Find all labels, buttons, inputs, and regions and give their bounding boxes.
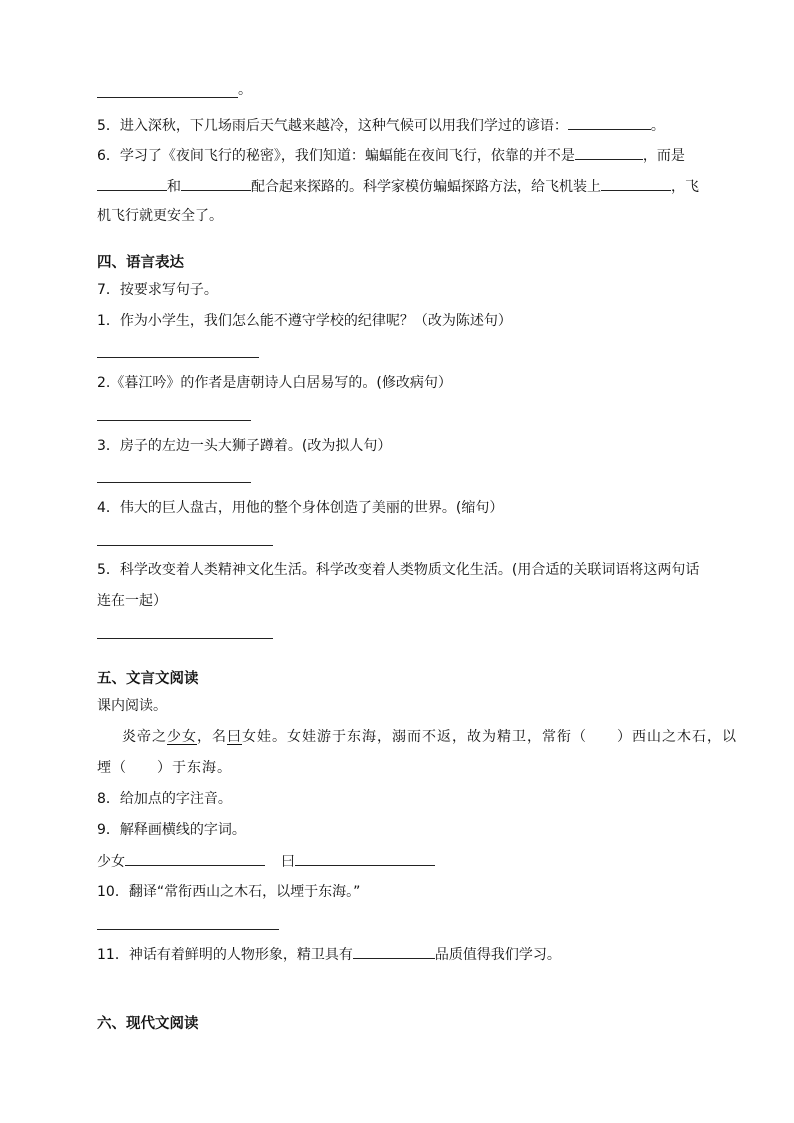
q9-word-2: 曰 — [281, 854, 295, 870]
q7-item-5-cont: 连在一起） — [97, 593, 167, 609]
q9-word-1: 少女 — [97, 854, 125, 870]
q4-tail-period: 。 — [238, 82, 252, 98]
q6-line-2 — [97, 176, 699, 197]
q5-answer-blank[interactable] — [568, 115, 651, 130]
section5-title: 五、文言文阅读 — [97, 671, 199, 687]
q7-item-1: 1．作为小学生，我们怎么能不遵守学校的纪律呢？（改为陈述句） — [97, 313, 512, 329]
q11-text-b: 品质值得我们学习。 — [434, 947, 561, 963]
q6-part4: 配合起来探路的。科学家模仿蝙蝠探路方法，给飞机装上 — [251, 179, 601, 195]
q6-blank-2[interactable] — [97, 176, 167, 191]
q7-prompt: 7．按要求写句子。 — [97, 282, 218, 298]
q8-prompt: 8．给加点的字注音。 — [97, 791, 232, 807]
q7-answer-line-3[interactable] — [97, 482, 251, 483]
q7-item-4: 4．伟大的巨人盘古，用他的整个身体创造了美丽的世界。(缩句） — [97, 500, 504, 516]
passage-seg6: ）于东海。 — [157, 760, 232, 776]
q7-item-3: 3．房子的左边一头大狮子蹲着。(改为拟人句） — [97, 438, 392, 454]
passage-word-yue: 曰 — [227, 729, 242, 745]
q6-line-3: 机飞行就更安全了。 — [97, 208, 223, 224]
q7-answer-line-4[interactable] — [97, 545, 273, 546]
q6-part2: ，而是 — [642, 148, 685, 164]
q5-end: 。 — [650, 118, 665, 134]
q6-part1: 6．学习了《夜间飞行的秘密》，我们知道：蝙蝠能在夜间飞行，依靠的并不是 — [97, 148, 575, 164]
q4-answer-line[interactable] — [97, 97, 238, 98]
q9-answer-blank-1[interactable] — [125, 851, 265, 866]
q9-prompt: 9．解释画横线的字词。 — [97, 822, 246, 838]
q5-text: 5．进入深秋，下几场雨后天气越来越冷，这种气候可以用我们学过的谚语： — [97, 118, 568, 134]
q6-blank-3[interactable] — [181, 176, 251, 191]
passage-seg5: 堙（ — [97, 760, 127, 776]
q9-answers — [97, 851, 435, 872]
q6-blank-4[interactable] — [601, 176, 671, 191]
passage-word-shaonv: 少女 — [167, 729, 197, 745]
section5-intro: 课内阅读。 — [97, 698, 167, 714]
q7-answer-line-1[interactable] — [97, 357, 259, 358]
classical-passage-line-2 — [97, 758, 232, 778]
passage-seg1: 炎帝之 — [122, 729, 167, 745]
classical-passage-line-1 — [122, 727, 737, 747]
q11-text-a: 11．神话有着鲜明的人物形象，精卫具有 — [97, 947, 353, 963]
q5-line — [97, 115, 665, 136]
q7-item-5: 5．科学改变着人类精神文化生活。科学改变着人类物质文化生活。(用合适的关联词语将这两句话 — [97, 562, 700, 578]
q7-answer-line-2[interactable] — [97, 420, 251, 421]
q6-line-1 — [97, 145, 685, 166]
q10-prompt: 10．翻译“常衔西山之木石，以堙于东海。” — [97, 884, 361, 900]
passage-seg4: ）西山之木石，以 — [617, 729, 737, 745]
q11-line — [97, 944, 561, 965]
q11-answer-blank[interactable] — [353, 944, 435, 959]
q10-answer-line[interactable] — [97, 929, 279, 930]
q9-answer-blank-2[interactable] — [295, 851, 435, 866]
q6-part5: ，飞 — [671, 179, 699, 195]
section4-title: 四、语言表达 — [97, 255, 184, 271]
q6-part3: 和 — [167, 179, 181, 195]
q6-blank-1[interactable] — [575, 145, 643, 160]
q7-answer-line-5[interactable] — [97, 638, 273, 639]
passage-seg3: 女娃。女娃游于东海，溺而不返，故为精卫，常衔（ — [242, 729, 587, 745]
section6-title: 六、现代文阅读 — [97, 1016, 199, 1032]
q7-item-2: 2.《暮江吟》的作者是唐朝诗人白居易写的。(修改病句） — [97, 375, 452, 391]
passage-seg2: ，名 — [197, 729, 227, 745]
